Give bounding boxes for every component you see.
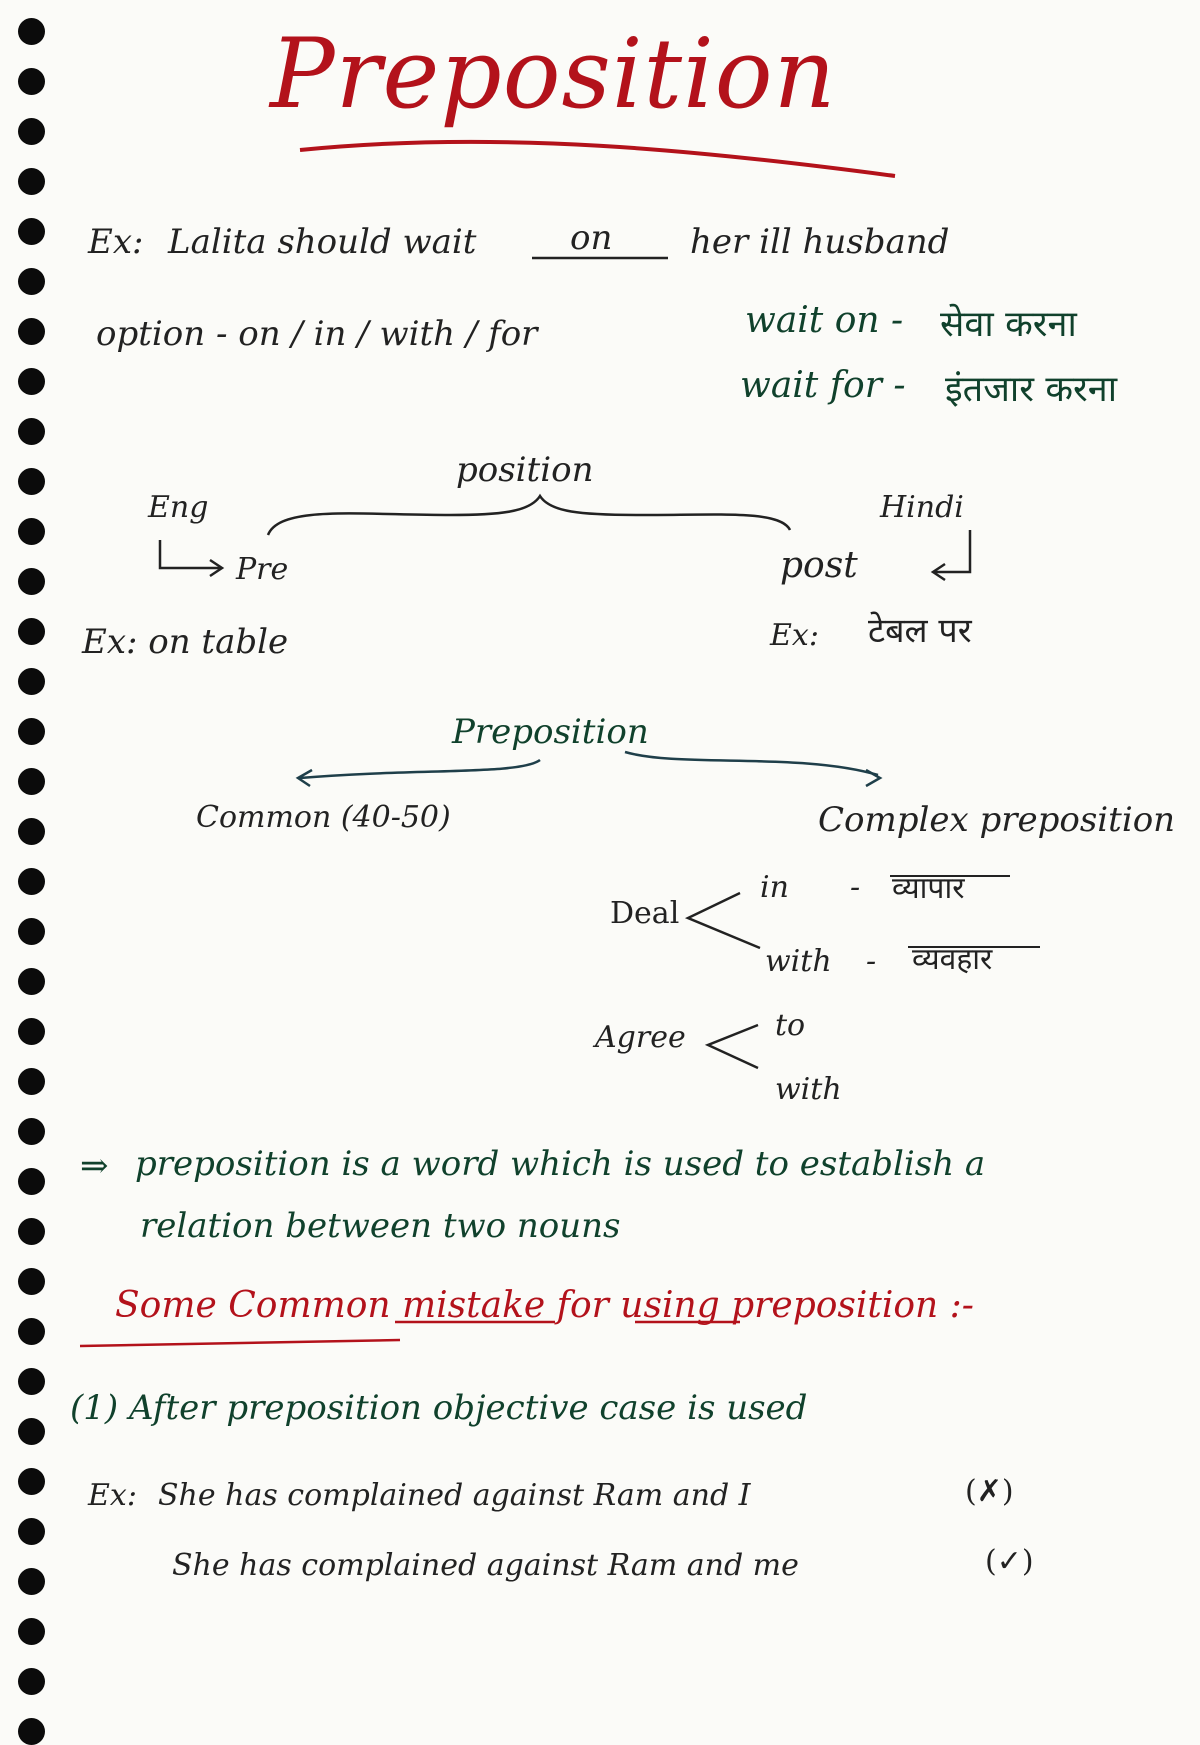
deal-with: with [765,944,832,979]
hindi-label: Hindi [880,490,964,525]
heading-underline-1 [80,1340,400,1346]
deal-in-hindi: व्यापार [892,871,965,906]
example1-prefix: Ex: [88,222,144,262]
right-mark: (✓) [985,1544,1034,1579]
complex-label: Complex preposition [818,800,1176,840]
meaning-hindi-2: इंतजार करना [945,369,1118,410]
page-title: Preposition [270,18,837,130]
example1-options: option - on / in / with / for [96,314,538,354]
definition-line-2: relation between two nouns [140,1206,621,1246]
example1-sentence-start: Lalita should wait [168,222,477,262]
meaning-hindi-1: सेवा करना [940,304,1077,345]
pre-label: Pre [236,552,289,587]
meaning-phrase-1: wait on - [745,300,904,341]
post-label: post [780,545,858,586]
title-underline [300,142,895,176]
eng-arrow [160,540,220,568]
position-example-hindi: टेबल पर [868,611,972,651]
agree-word: Agree [595,1020,686,1055]
example1-sentence-end: her ill husband [690,222,950,262]
deal-word: Deal [610,896,680,931]
deal-branch [688,893,760,948]
eng-label: Eng [148,490,209,525]
right-sentence: She has complained against Ram and me [172,1548,799,1583]
common-label: Common (40-50) [196,800,451,835]
deal-in: in [760,870,789,905]
types-root: Preposition [452,712,649,752]
wrong-mark: (✗) [965,1474,1014,1509]
meaning-phrase-2: wait for - [740,365,906,406]
complex-arrow [625,752,878,775]
deal-in-dash: - [850,870,861,905]
position-example-hindi-prefix: Ex: [770,618,819,653]
rule-1: (1) After preposition objective case is used [70,1388,808,1428]
wrong-sentence: She has complained against Ram and I [158,1478,751,1513]
deal-with-dash: - [866,944,877,979]
definition-arrow: ⇒ [80,1146,109,1186]
example1-answer: on [570,218,613,258]
mistakes-heading: Some Common mistake for using preposition :- [115,1285,974,1326]
position-label: position [456,450,594,490]
definition-line-1: preposition is a word which is used to establish a [135,1144,986,1184]
common-arrow [300,760,540,778]
agree-to: to [775,1008,806,1043]
agree-with: with [775,1072,842,1107]
deal-with-hindi: व्यवहार [912,942,993,977]
position-brace [268,496,790,535]
example-prefix: Ex: [88,1478,137,1513]
agree-branch [708,1025,758,1068]
position-example-eng: Ex: on table [82,622,289,662]
